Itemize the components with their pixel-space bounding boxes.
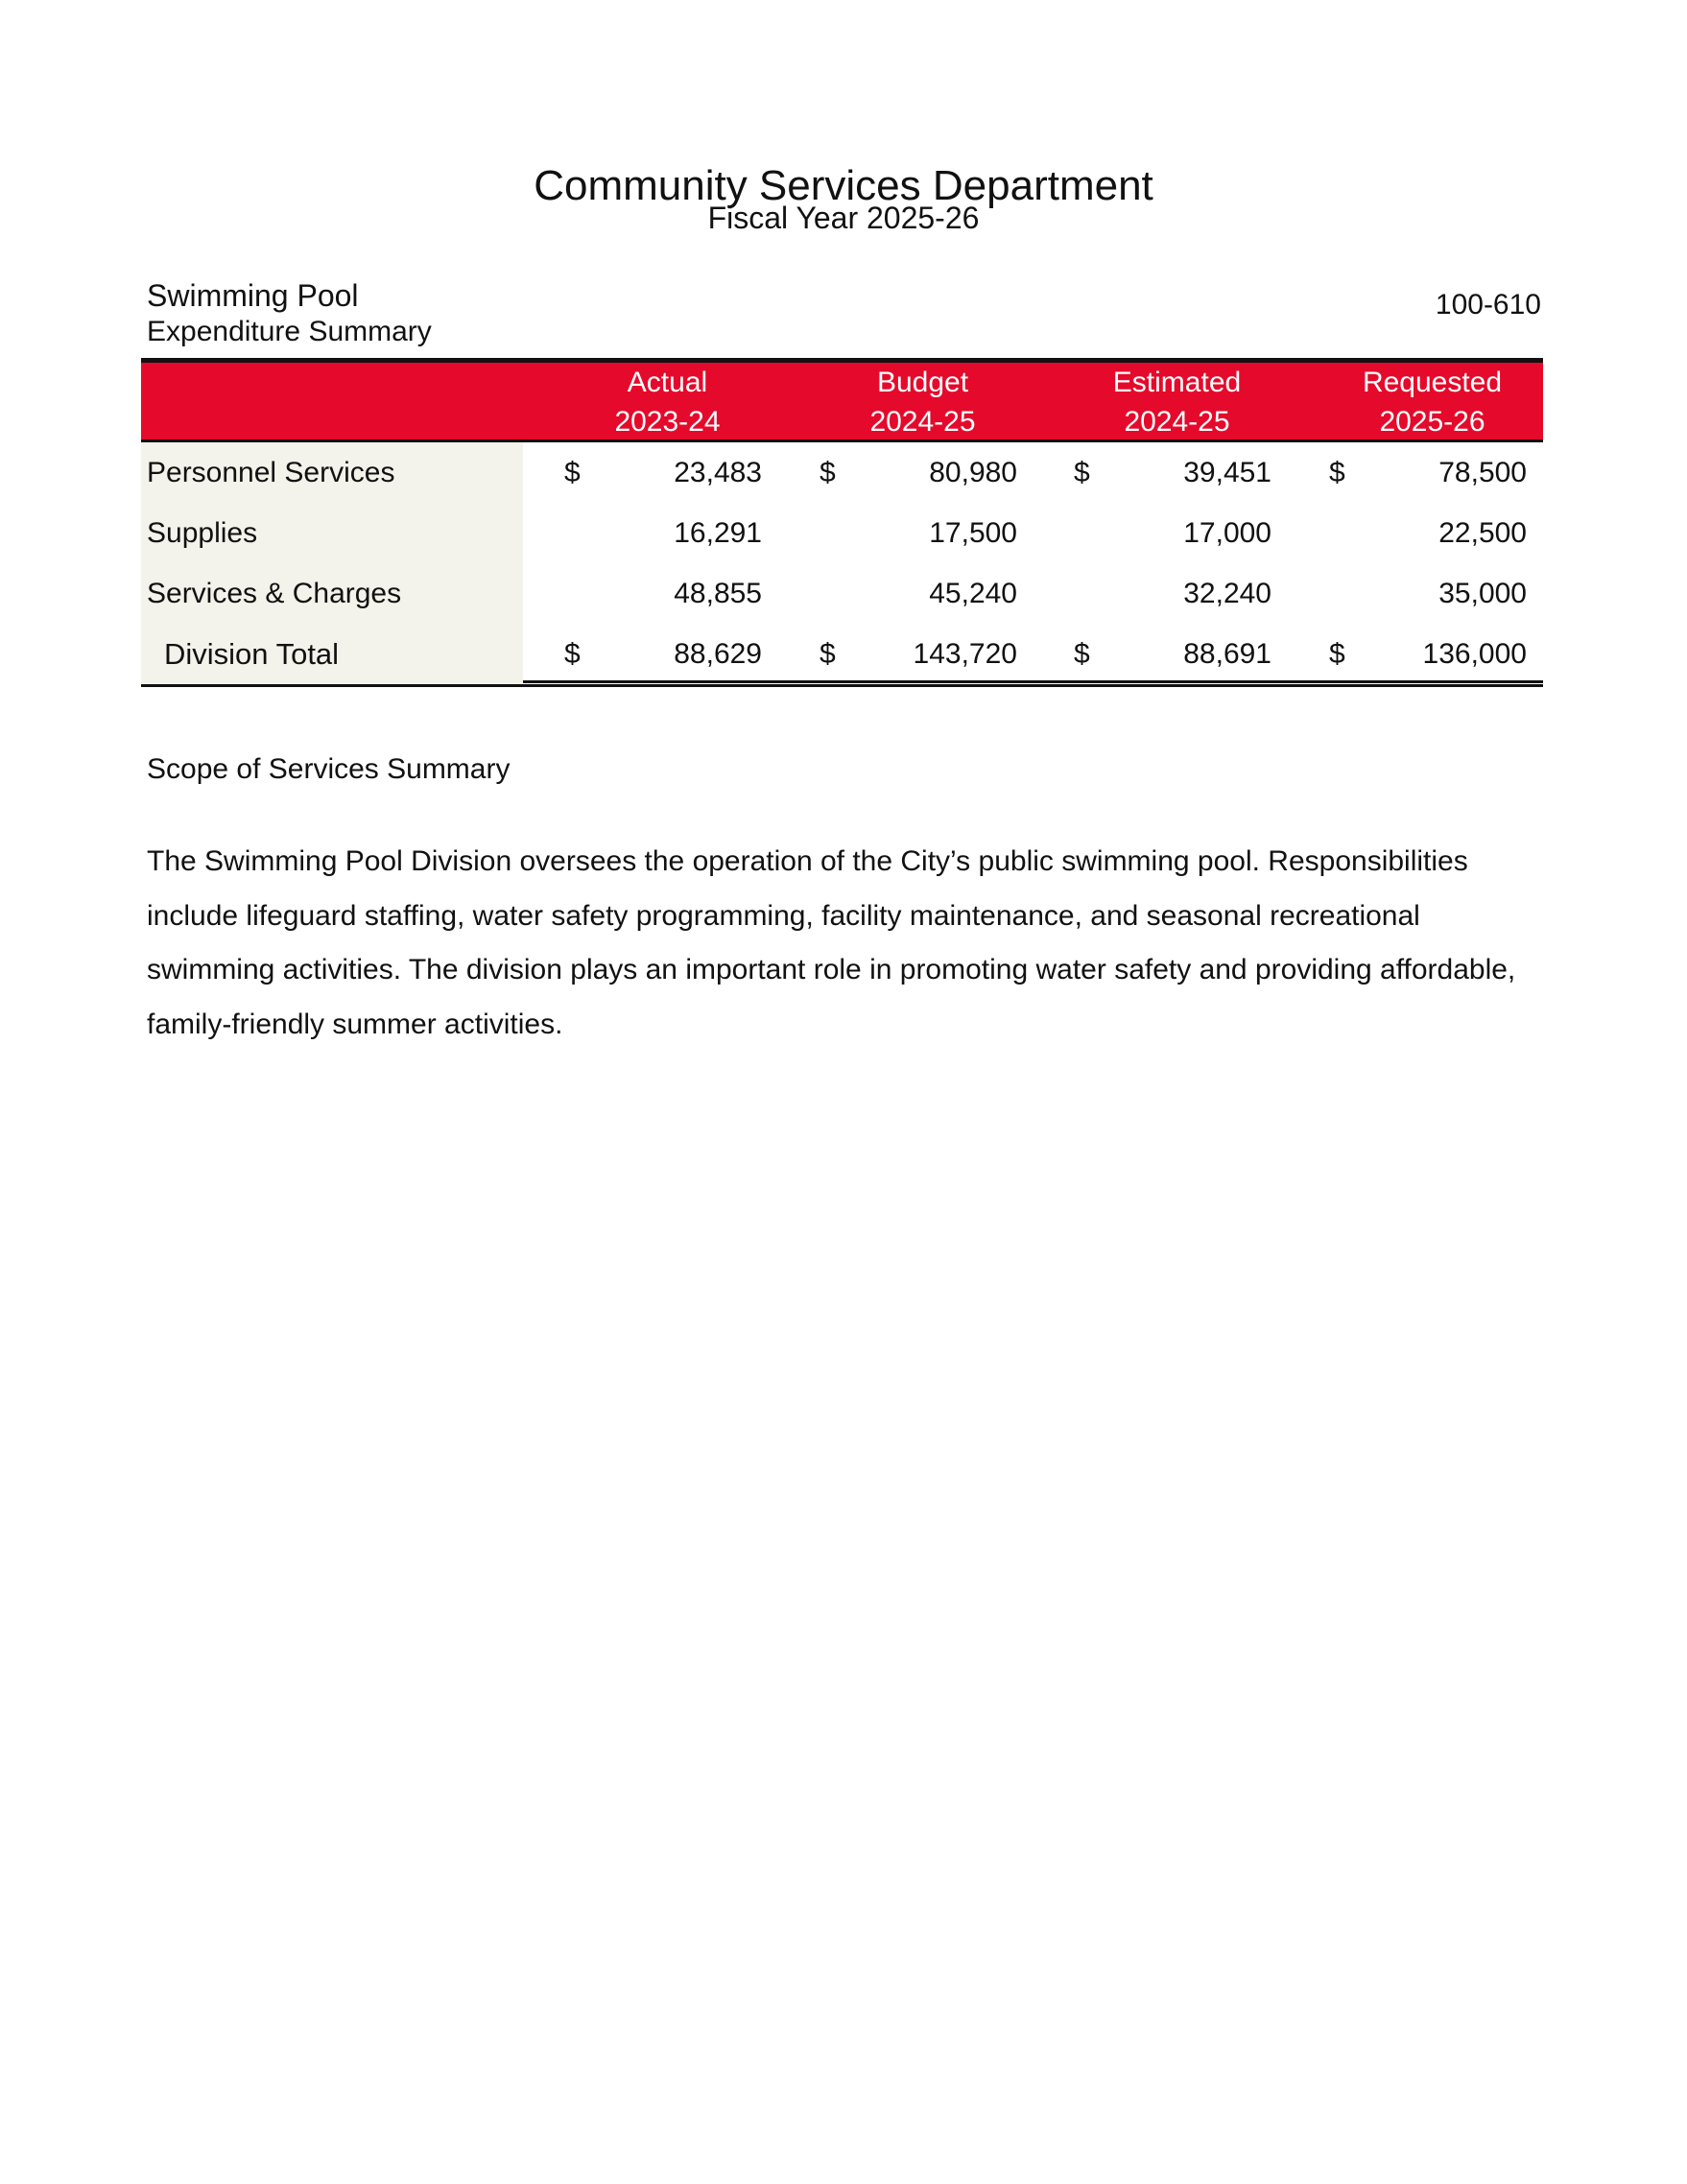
cell-value: 48,855 bbox=[674, 578, 762, 609]
fund-code: 100-610 bbox=[1435, 289, 1541, 320]
cell-value: 17,500 bbox=[929, 517, 1017, 549]
cell-value: 80,980 bbox=[929, 457, 1017, 488]
expenditure-table bbox=[141, 358, 1543, 687]
currency-sign: $ bbox=[1329, 457, 1345, 488]
table-header bbox=[141, 358, 1543, 442]
row-label: Personnel Services bbox=[141, 442, 523, 503]
cell-value: 35,000 bbox=[1438, 578, 1527, 609]
fiscal-year: Fiscal Year 2025-26 bbox=[707, 201, 980, 235]
currency-sign: $ bbox=[564, 638, 581, 670]
cell-value: 45,240 bbox=[929, 578, 1017, 609]
column-header-requested: Requested 2025-26 bbox=[1362, 367, 1503, 438]
scope-paragraph: The Swimming Pool Division oversees the operation of the City’s public swimming pool. Responsibilities include lifeguard staffing, water safety programming, facility maintenance, and seasonal recreational swimming activities. The division plays an important role in promoting water safety and providing affordable, family-friendly summer activities. bbox=[147, 845, 1516, 1040]
currency-sign: $ bbox=[1074, 638, 1090, 670]
cell-value: 32,240 bbox=[1183, 578, 1271, 609]
division-name: Swimming Pool bbox=[147, 278, 359, 313]
table-row bbox=[141, 563, 1543, 624]
total-value: 88,691 bbox=[1183, 638, 1271, 670]
cell-value: 78,500 bbox=[1438, 457, 1527, 488]
column-header-actual: Actual 2023-24 bbox=[614, 367, 721, 438]
total-value: 136,000 bbox=[1422, 638, 1527, 670]
total-value: 88,629 bbox=[674, 638, 762, 670]
column-header-budget: Budget 2024-25 bbox=[869, 367, 976, 438]
table-row bbox=[141, 503, 1543, 563]
currency-sign: $ bbox=[1074, 457, 1090, 488]
row-label: Services & Charges bbox=[141, 563, 523, 624]
currency-sign: $ bbox=[820, 638, 836, 670]
department-title: Community Services Department bbox=[534, 162, 1153, 209]
currency-sign: $ bbox=[820, 457, 836, 488]
total-label: Division Total bbox=[141, 624, 523, 684]
row-label: Supplies bbox=[141, 503, 523, 563]
cell-value: 22,500 bbox=[1438, 517, 1527, 549]
cell-value: 39,451 bbox=[1183, 457, 1271, 488]
cell-value: 16,291 bbox=[674, 517, 762, 549]
scope-title: Scope of Services Summary bbox=[147, 753, 511, 785]
table-row bbox=[141, 442, 1543, 503]
total-value: 143,720 bbox=[913, 638, 1017, 670]
column-header-estimated: Estimated 2024-25 bbox=[1112, 367, 1242, 438]
cell-value: 17,000 bbox=[1183, 517, 1271, 549]
total-row bbox=[141, 624, 1543, 684]
currency-sign: $ bbox=[1329, 638, 1345, 670]
cell-value: 23,483 bbox=[674, 457, 762, 488]
currency-sign: $ bbox=[564, 457, 581, 488]
expenditure-summary-label: Expenditure Summary bbox=[147, 316, 432, 347]
